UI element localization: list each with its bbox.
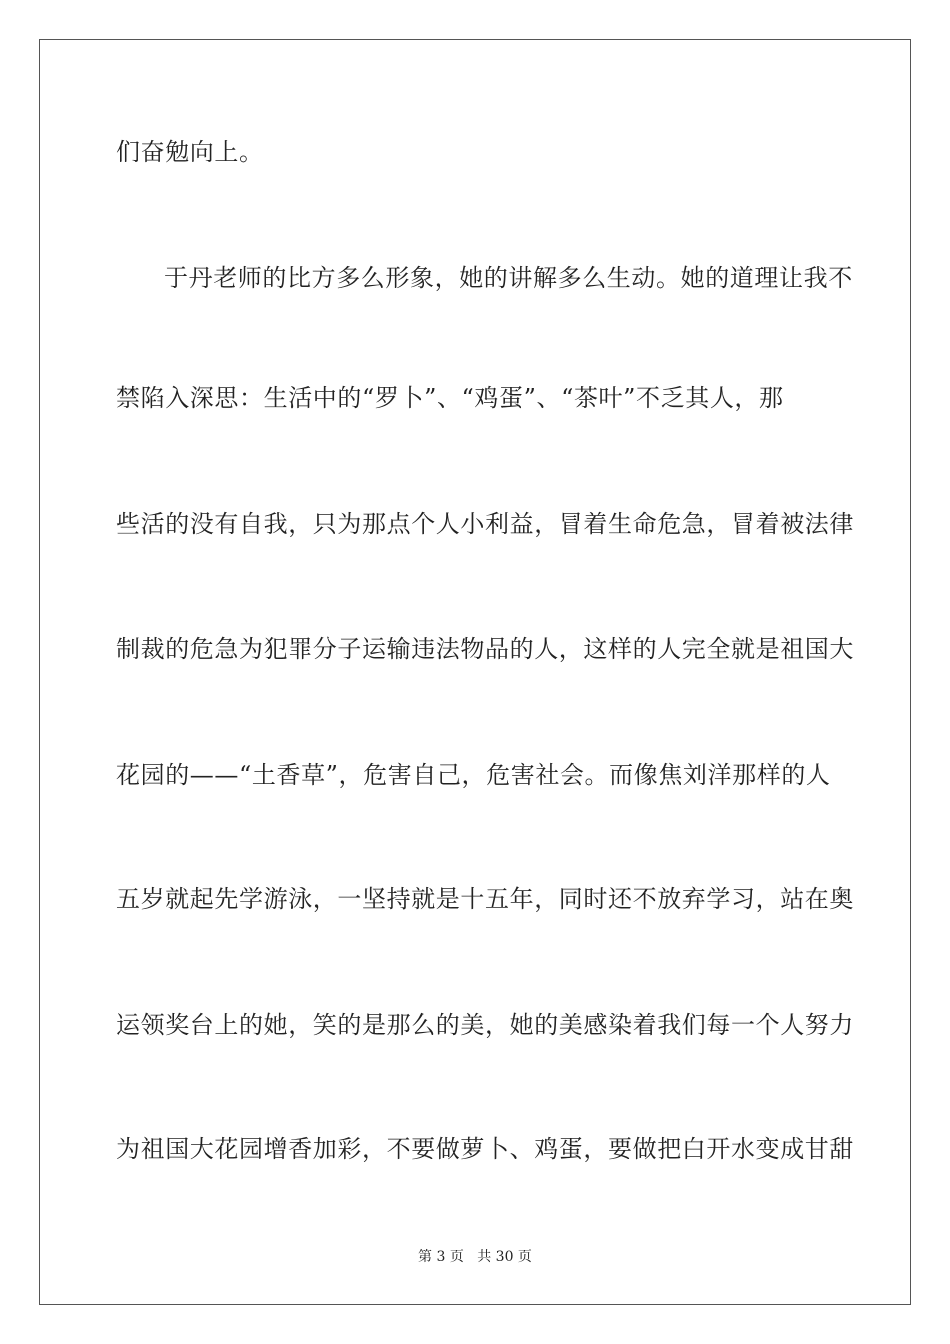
page-footer — [0, 1248, 950, 1266]
body-text-line: 花园的——“土香草”，危害自己，危害社会。而像焦刘洋那样的人 — [116, 761, 831, 789]
body-text-line: 五岁就起先学游泳，一坚持就是十五年，同时还不放弃学习，站在奥 — [116, 885, 854, 913]
paragraph-first-line: 于丹老师的比方多么形象，她的讲解多么生动。她的道理让我不 — [164, 264, 853, 292]
total-pages: 共 30 页 — [477, 1249, 532, 1265]
body-text-line: 运领奖台上的她，笑的是那么的美，她的美感染着我们每一个人努力 — [116, 1011, 854, 1039]
body-text-line: 禁陷入深思：生活中的“罗卜”、“鸡蛋”、“茶叶”不乏其人，那 — [116, 384, 784, 412]
page-border — [39, 39, 911, 1305]
body-text-line: 为祖国大花园增香加彩，不要做萝卜、鸡蛋，要做把白开水变成甘甜 — [116, 1135, 854, 1163]
body-text-line: 制裁的危急为犯罪分子运输违法物品的人，这样的人完全就是祖国大 — [116, 635, 854, 663]
body-text-line: 们奋勉向上。 — [116, 138, 264, 166]
body-text-line: 些活的没有自我，只为那点个人小利益，冒着生命危急，冒着被法律 — [116, 510, 854, 538]
page-number: 第 3 页 — [418, 1249, 464, 1265]
